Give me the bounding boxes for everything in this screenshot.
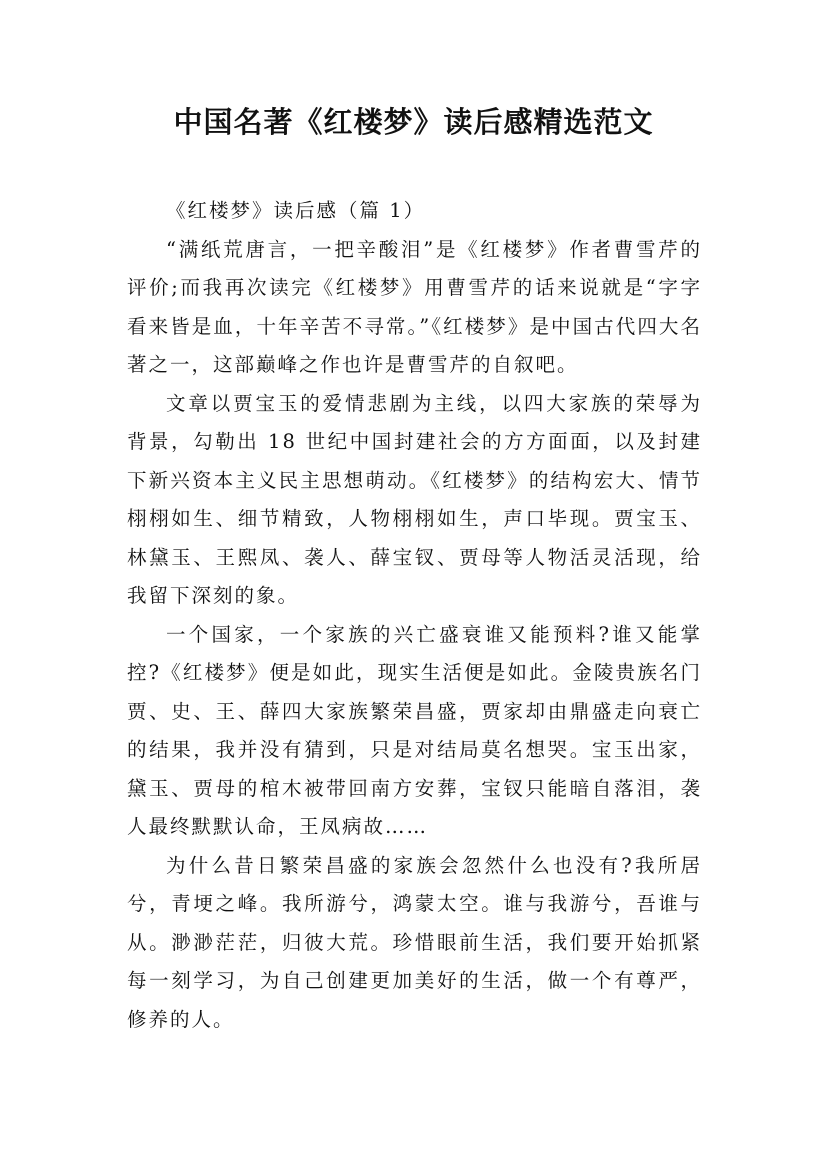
paragraph-2: 文章以贾宝玉的爱情悲剧为主线，以四大家族的荣辱为背景，勾勒出 18 世纪中国封建社会的方方面面，以及封建下新兴资本主义民主思想萌动。《红楼梦》的结构宏大、情节栩栩如生、细节精致，人物栩栩如生，声口毕现。贾宝玉、林黛玉、王熙凤、袭人、薛宝钗、贾母等人物活灵活现，给我留下深刻的象。 [127,391,702,607]
document-title: 中国名著《红楼梦》读后感精选范文 [173,105,654,139]
paragraph-1: “满纸荒唐言，一把辛酸泪”是《红楼梦》作者曹雪芹的评价;而我再次读完《红楼梦》用曹雪芹的话来说就是“字字看来皆是血，十年辛苦不寻常。”《红楼梦》是中国古代四大名著之一，这部巅峰之作也许是曹雪芹的自叙吧。 [127,237,702,376]
paragraph-3: 一个国家，一个家族的兴亡盛衰谁又能预料?谁又能掌控?《红楼梦》便是如此，现实生活便是如此。金陵贵族名门贾、史、王、薛四大家族繁荣昌盛，贾家却由鼎盛走向衰亡的结果，我并没有猜到，只是对结局莫名想哭。宝玉出家，黛玉、贾母的棺木被带回南方安葬，宝钗只能暗自落泪，袭人最终默默认命，王凤病故…… [127,622,702,838]
paragraph-4: 为什么昔日繁荣昌盛的家族会忽然什么也没有?我所居兮，青埂之峰。我所游兮，鸿蒙太空。谁与我游兮，吾谁与从。渺渺茫茫，归彼大荒。珍惜眼前生活，我们要开始抓紧每一刻学习，为自己创建更加美好的生活，做一个有尊严，修养的人。 [127,853,702,1031]
section-heading: 《红楼梦》读后感（篇 1） [166,199,426,222]
document-body [127,192,702,1039]
